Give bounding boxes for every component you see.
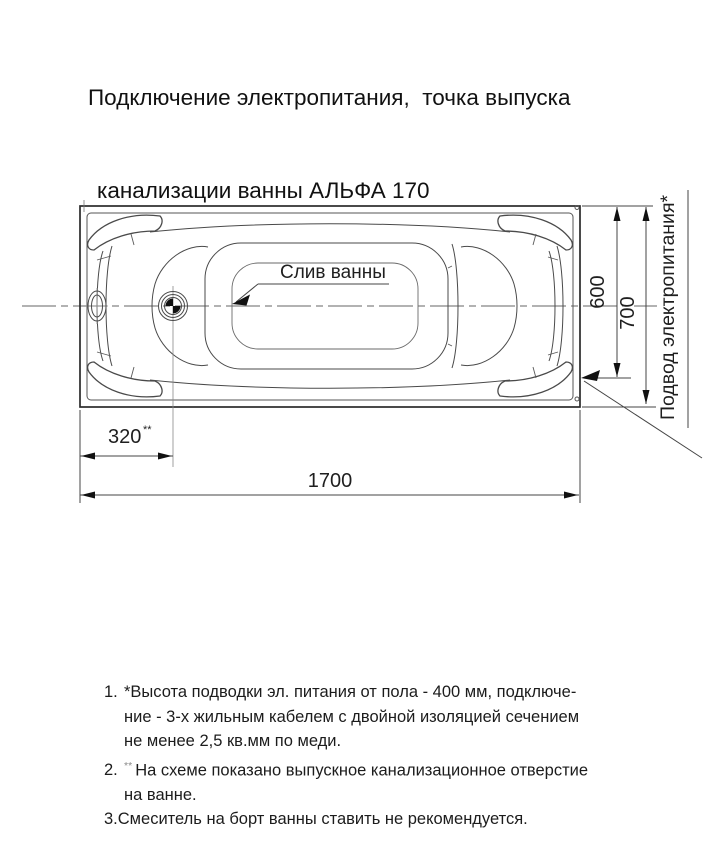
note-2-number: 2. [104, 761, 118, 779]
note-2-marker: ** [124, 759, 133, 772]
note-1-line-3: не менее 2,5 кв.мм по меди. [124, 732, 342, 750]
corner-wing-bottom-right [498, 362, 572, 397]
leader-arrowhead [232, 295, 250, 306]
tub-inner-rim-edge [87, 213, 573, 400]
rim-slope-bottom [150, 380, 510, 388]
drain-quadrant-fill [166, 299, 174, 307]
corner-wing-top-left [88, 215, 162, 250]
power-supply-label: Подвод электропитания* [657, 194, 679, 420]
drain-label-leader [232, 284, 389, 306]
title-line-1: Подключение электропитания, точка выпуска [88, 85, 571, 110]
overflow-hole-symbol [86, 288, 108, 324]
corner-wing-top-right [498, 215, 572, 250]
note-1-number: 1. [104, 683, 118, 701]
power-supply-leader [581, 190, 702, 458]
note-2-line-1: 2. ** На схеме показано выпускное канализационное отверстие [104, 754, 664, 783]
dim-320 [80, 410, 173, 503]
dim-320-value: 320 [108, 426, 142, 448]
dim-1700-value: 1700 [307, 470, 353, 492]
power-arrowhead [581, 370, 600, 381]
note-2-line-2: на ванне. [124, 785, 197, 804]
notes-block [104, 680, 664, 832]
dim-600-value: 600 [587, 275, 609, 309]
title-line-2: канализации ванны АЛЬФА 170 [97, 178, 430, 203]
drain-quadrant-fill [173, 306, 181, 314]
drain-hole-symbol [159, 286, 188, 467]
note-1-line-1: 1. *Высота подводки эл. питания от пола - 400 мм, подключе- [104, 680, 664, 705]
corner-node-bottom-right [575, 397, 579, 401]
tub-outer-edge [80, 206, 580, 407]
note-1-line-2: ние - 3-х жильным кабелем с двойной изоляцией сечением [124, 707, 580, 726]
corner-wing-bottom-left [88, 362, 162, 397]
dim-700-value: 700 [617, 296, 639, 330]
note-3-line-1: 3.Смеситель на борт ванны ставить не рекомендуется. [104, 810, 528, 828]
dim-320-mark: ** [143, 424, 152, 436]
rim-slope-top [150, 224, 510, 232]
drain-label: Слив ванны [280, 262, 386, 283]
